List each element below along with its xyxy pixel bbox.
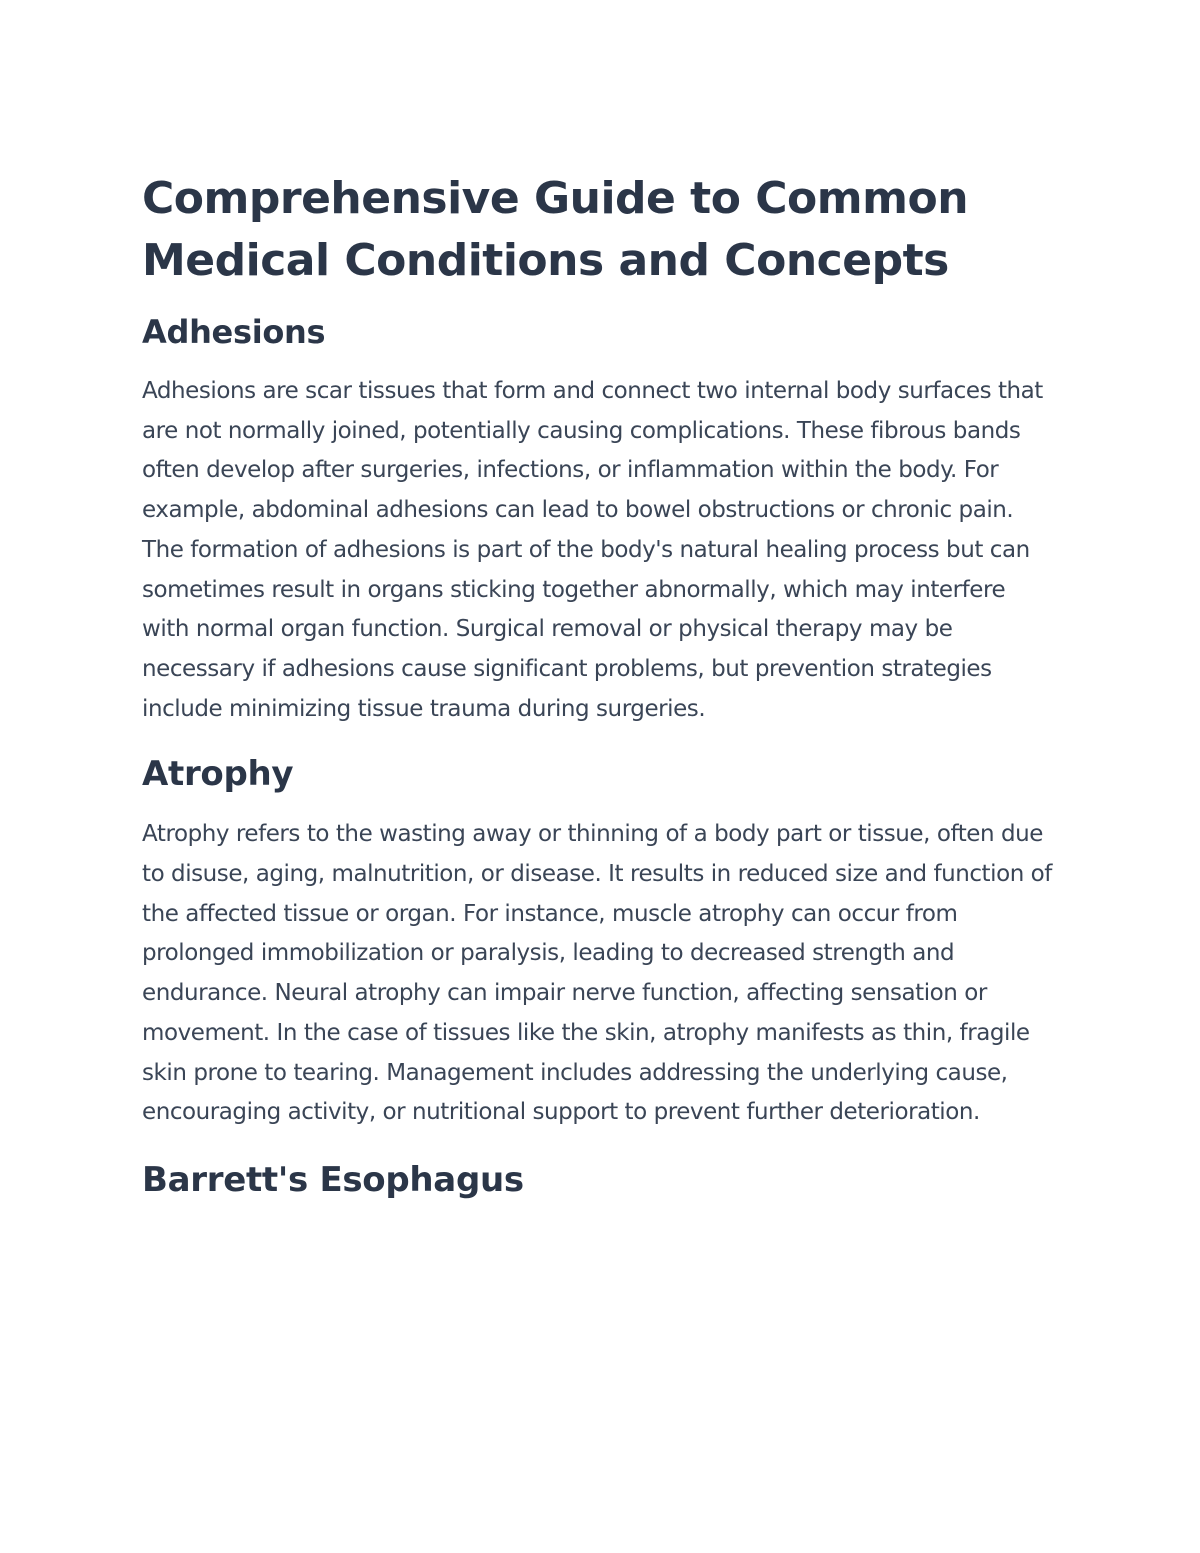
document-page bbox=[142, 168, 1052, 1205]
section-body-adhesions: Adhesions are scar tissues that form and connect two internal body surfaces that are not normally joined, potentially causing complications. These fibrous bands often develop after surgeries, infections, or inflammation within the body. For example, abdominal adhesions can lead to bowel obstructions or chronic pain. The formation of adhesions is part of the body's natural healing process but can sometimes result in organs sticking together abnormally, which may interfere with normal organ function. Surgical removal or physical therapy may be necessary if adhesions cause significant problems, but prevention strategies include minimizing tissue trauma during surgeries. bbox=[142, 378, 1043, 722]
document-title: Comprehensive Guide to Common Medical Conditions and Concepts bbox=[142, 173, 969, 286]
section-heading-barretts-esophagus: Barrett's Esophagus bbox=[142, 1159, 524, 1200]
section-heading-adhesions: Adhesions bbox=[142, 313, 326, 351]
section-body-atrophy: Atrophy refers to the wasting away or thinning of a body part or tissue, often due to disuse, aging, malnutrition, or disease. It results in reduced size and function of the affected tissue or organ. For instance, muscle atrophy can occur from prolonged immobilization or paralysis, leading to decreased strength and endurance. Neural atrophy can impair nerve function, affecting sensation or movement. In the case of tissues like the skin, atrophy manifests as thin, fragile skin prone to tearing. Management includes addressing the underlying cause, encouraging activity, or nutritional support to prevent further deterioration. bbox=[142, 821, 1052, 1126]
section-heading-atrophy: Atrophy bbox=[142, 754, 294, 795]
